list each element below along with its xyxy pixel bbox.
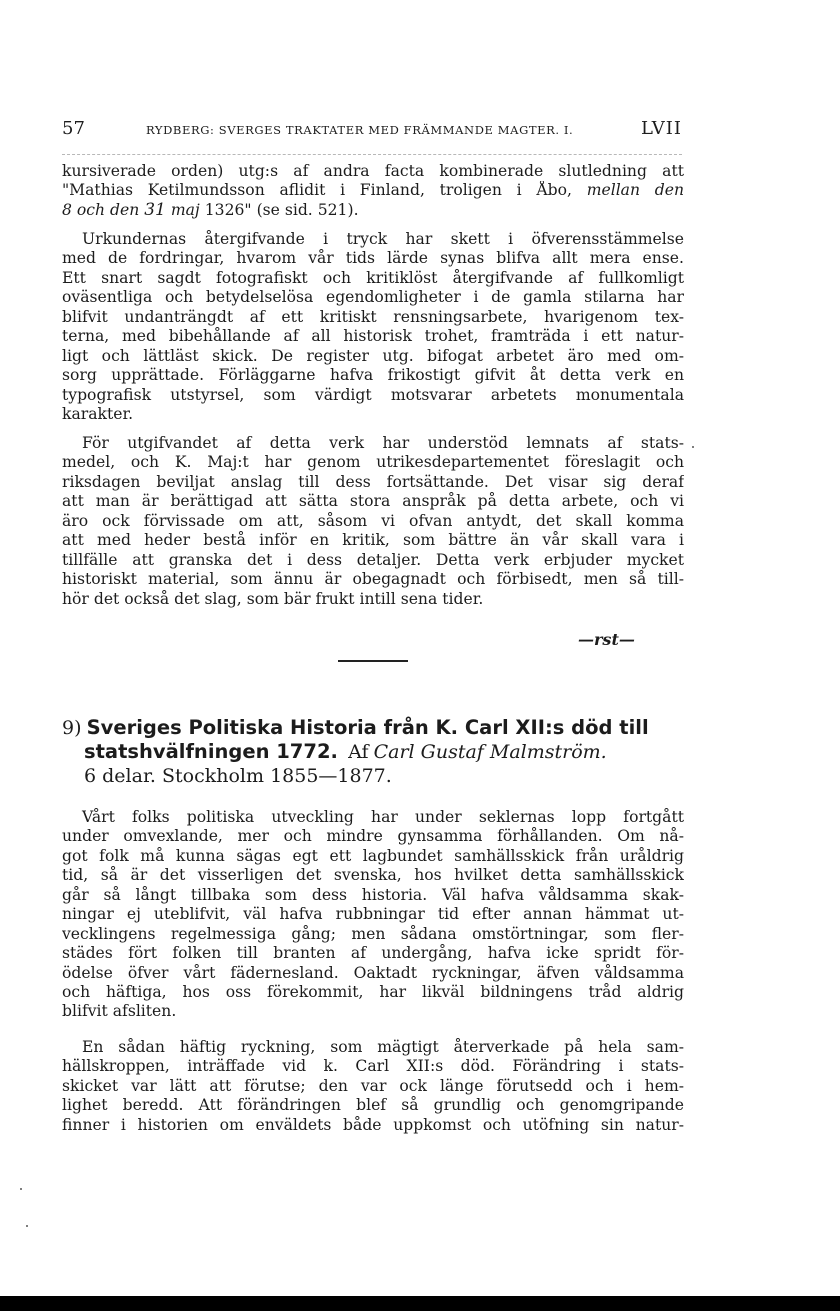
text-line: historiskt material, som ännu är obegagnadt och förbisedt, men så till- — [62, 570, 684, 589]
text-line: blifvit undanträngdt af ett kritiskt rensningsarbete, hvarigenom tex- — [62, 307, 684, 326]
signature: —rst— — [578, 630, 635, 649]
text-line: Vårt folks politiska utveckling har under seklernas lopp fortgått — [82, 808, 684, 826]
text-line: Ett snart sagdt fotografiskt och kritiklöst återgifvande af fullkomligt — [62, 268, 684, 287]
paragraph-4 — [62, 808, 684, 1022]
section-heading — [62, 716, 688, 788]
scan-speck — [26, 1225, 28, 1227]
text-line: "Mathias Ketilmundsson aflidit i Finland, troligen i Åbo, mellan den — [62, 181, 684, 200]
text-line: under omvexlande, mer och mindre gynsamma förhållanden. Om nå- — [62, 827, 684, 846]
text-line: lighet beredd. Att förändringen blef så grundlig och genomgripande — [62, 1096, 684, 1115]
scan-speck — [692, 446, 694, 448]
page-number: 57 — [62, 118, 85, 139]
scan-speck — [20, 1188, 22, 1190]
heading-line — [62, 716, 688, 740]
text-line: oväsentliga och betydelselösa egendomligheter i de gamla stilarna har — [62, 288, 684, 307]
text-line: 8 och den 31 maj 1326" (se sid. 521). — [62, 200, 359, 220]
text-line: hällskroppen, inträffade vid k. Carl XII:s död. Förändring i stats- — [62, 1057, 684, 1076]
book-author: Carl Gustaf Malmström. — [373, 741, 607, 763]
text-line: Urkundernas återgifvande i tryck har skett i öfverensstämmelse — [82, 230, 684, 248]
text-line: ningar ej uteblifvit, väl hafva rubbningar tid efter annan hämmat ut- — [62, 905, 684, 924]
text-line: finner i historien om enväldets både uppkomst och utöfning sin natur- — [62, 1115, 684, 1134]
text-line: medel, och K. Maj:t har genom utrikesdepartementet föreslagit och — [62, 453, 684, 472]
text-line: ligt och lättläst skick. De register utg. bifogat arbetet äro med om- — [62, 346, 684, 365]
text-line: städes fört folken till branten af undergång, hafva icke spridt för- — [62, 944, 684, 963]
paragraph-1 — [62, 162, 684, 220]
text-line: tid, så är det visserligen det svenska, hos hvilket detta samhällsskick — [62, 866, 684, 885]
text-line: ödelse öfver vårt fädernesland. Oaktadt ryckningar, äfven våldsamma — [62, 963, 684, 982]
page-header — [62, 118, 682, 144]
text-line: går så långt tillbaka som dess historia. Väl hafva våldsamma skak- — [62, 885, 684, 904]
scan-edge — [0, 1296, 840, 1311]
text-line: terna, med bibehållande af all historisk trohet, framträda i ett natur- — [62, 327, 684, 346]
book-title-cont: statshvälfningen 1772. — [84, 740, 338, 763]
text-line: kursiverade orden) utg:s af andra facta kombinerade slutledning att — [62, 162, 684, 180]
text-line: got folk må kunna sägas egt ett lagbundet samhällsskick från uråldrig — [62, 846, 684, 865]
text-line: vecklingens regelmessiga gång; men sådana omstörtningar, som fler- — [62, 924, 684, 943]
text-line: att man är berättigad att sätta stora anspråk på detta arbete, och vi — [62, 492, 684, 511]
section-separator — [338, 660, 408, 662]
book-title: Sveriges Politiska Historia från K. Carl XII:s död till — [86, 716, 649, 739]
text-line: med de fordringar, hvarom vår tids lärde synas blifva allt mera ense. — [62, 249, 684, 268]
book-details: 6 delar. Stockholm 1855—1877. — [84, 765, 392, 787]
paragraph-5 — [62, 1038, 684, 1135]
roman-page-number: LVII — [640, 118, 682, 139]
header-rule — [62, 154, 682, 155]
text-line: hör det också det slag, som bär frukt intill sena tider. — [62, 589, 484, 608]
running-title: RYDBERG: SVERGES TRAKTATER MED FRÄMMANDE MAGTER. I. — [146, 123, 574, 137]
text-line: En sådan häftig ryckning, som mägtigt återverkade på hela sam- — [82, 1038, 684, 1056]
text-line: äro ock förvissade om att, såsom vi ofvan antydt, det skall komma — [62, 511, 684, 530]
paragraph-3 — [62, 434, 684, 609]
heading-line: statshvälfningen 1772. Af Carl Gustaf Malmström. — [84, 740, 607, 763]
text-line: karakter. — [62, 404, 134, 423]
text-line: blifvit afsliten. — [62, 1002, 177, 1021]
text-line: typografisk utstyrsel, som värdigt motsvarar arbetets monumentala — [62, 385, 684, 404]
text-line: tillfälle att granska det i dess detaljer. Detta verk erbjuder mycket — [62, 550, 684, 569]
text-line: För utgifvandet af detta verk har understöd lemnats af stats- — [82, 434, 684, 452]
text-line: riksdagen beviljat anslag till dess fortsättande. Det visar sig deraf — [62, 472, 684, 491]
text-line: sorg upprättade. Förläggarne hafva frikostigt gifvit åt detta verk en — [62, 366, 684, 385]
paragraph-2 — [62, 230, 684, 424]
text-line: att med heder bestå inför en kritik, som bättre än vår skall vara i — [62, 531, 684, 550]
section-number: 9) — [62, 717, 82, 739]
text-line: och häftiga, hos oss förekommit, har likväl bildningens tråd aldrig — [62, 982, 684, 1001]
text-line: skicket var lätt att förutse; den var ock länge förutsedd och i hem- — [62, 1076, 684, 1095]
